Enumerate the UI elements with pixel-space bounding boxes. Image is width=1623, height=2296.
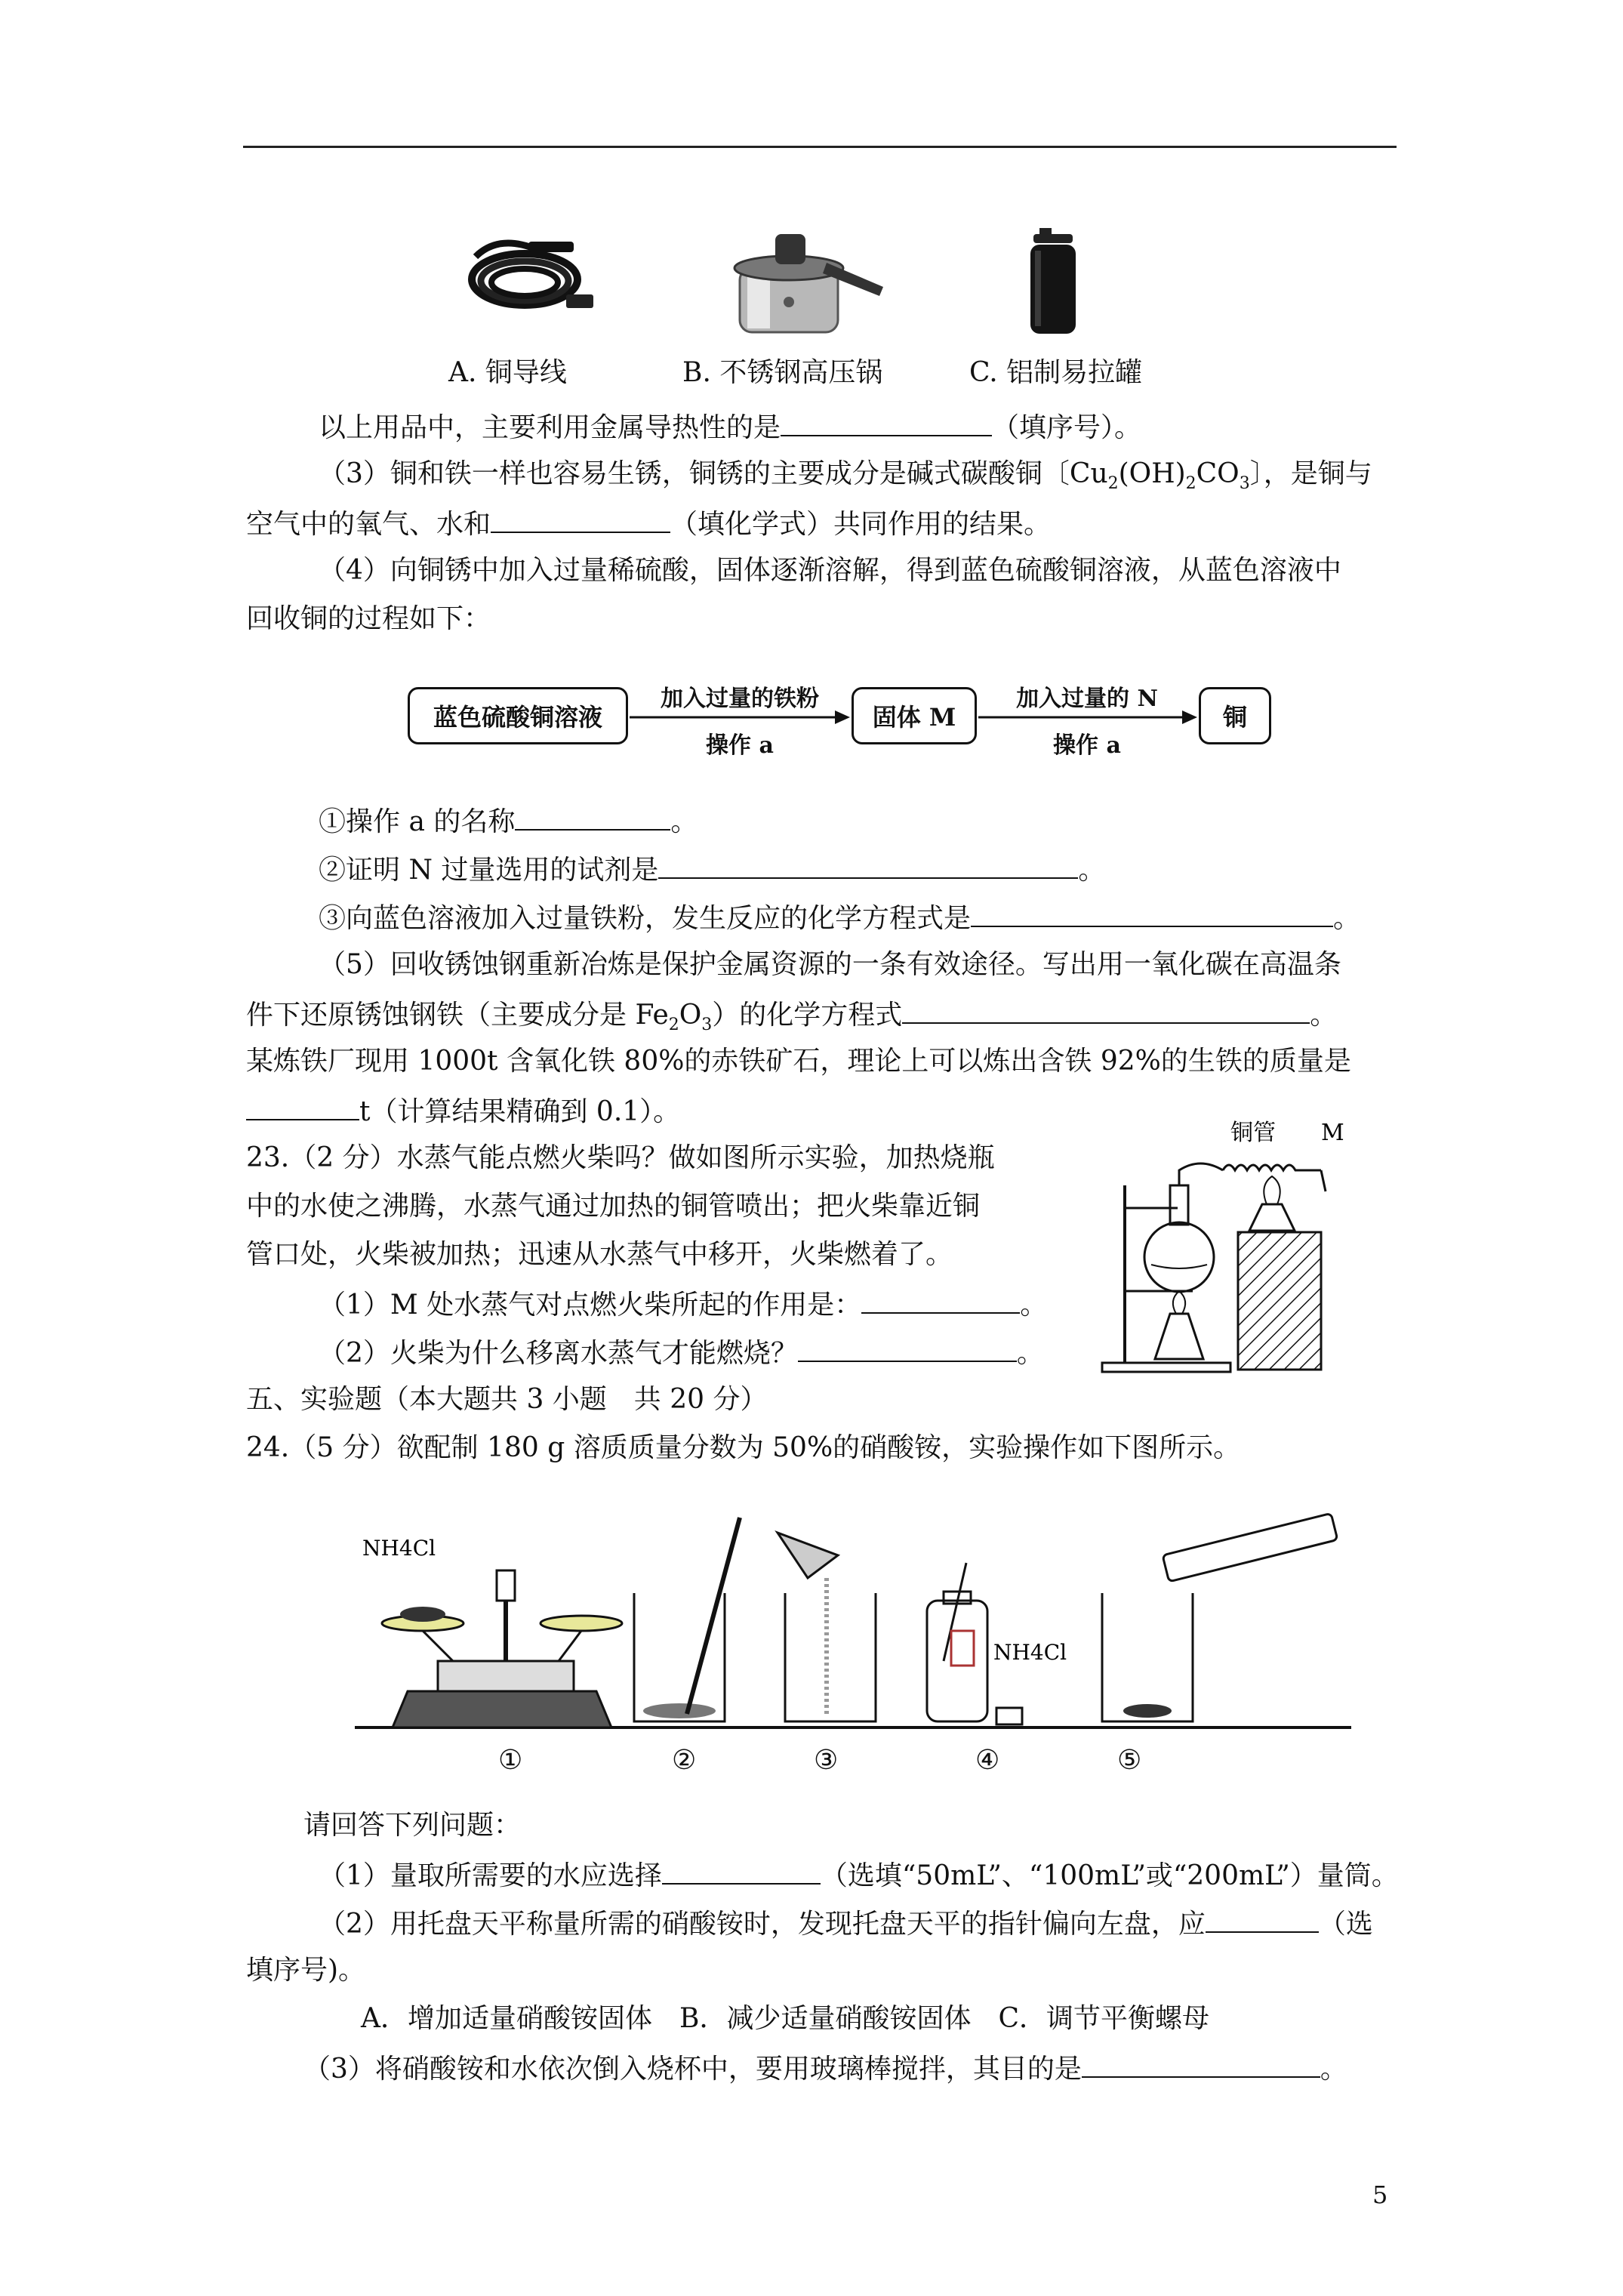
- answer-blank[interactable]: [971, 900, 1333, 927]
- q22-part5-line1: （5）回收锈蚀钢重新冶炼是保护金属资源的一条有效途径。写出用一氧化碳在高温条: [319, 949, 1341, 980]
- q22-part4-line2: 回收铜的过程如下：: [246, 603, 491, 634]
- q22-part3-line2: 空气中的氧气、水和 （填化学式）共同作用的结果。: [246, 506, 1051, 541]
- q24-intro: 24.（5 分）欲配制 180 g 溶质质量分数为 50%的硝酸铵，实验操作如下图所示。: [246, 1432, 1241, 1463]
- q23-sub1: （1）M 处水蒸气对点燃火柴所起的作用是： 。: [319, 1287, 1047, 1322]
- flow-box-solid-m: 固体 M: [852, 687, 977, 744]
- product-c-label: C. 铝制易拉罐: [969, 357, 1143, 388]
- answer-blank[interactable]: [246, 1093, 359, 1120]
- q22-part5-line3: 某炼铁厂现用 1000t 含氧化铁 80%的赤铁矿石，理论上可以炼出含铁 92%的生铁的质量是: [246, 1046, 1351, 1077]
- q23-line2: 中的水使之沸腾，水蒸气通过加热的铜管喷出；把火柴靠近铜: [246, 1191, 981, 1222]
- flow-box-solution: 蓝色硫酸铜溶液: [408, 687, 628, 744]
- q24-sub2-line1: （2）用托盘天平称量所需的硝酸铵时，发现托盘天平的指针偏向左盘，应 （选: [319, 1906, 1373, 1941]
- solution-prep-figure: [355, 1510, 1381, 1752]
- q22-part5-line2: 件下还原锈蚀钢铁（主要成分是 $Fe_2O_3$）的化学方程式 。: [246, 997, 1337, 1032]
- q24-sub3: （3）将硝酸铵和水依次倒入烧杯中，要用玻璃棒搅拌，其目的是 。: [303, 2051, 1347, 2086]
- step-label-3: ③: [814, 1745, 839, 1776]
- product-a-label: A. 铜导线: [448, 357, 567, 388]
- q23-line1: 23.（2 分）水蒸气能点燃火柴吗？做如图所示实验，加热烧瓶: [246, 1142, 995, 1173]
- answer-blank[interactable]: [902, 997, 1310, 1024]
- q24-prompt: 请回答下列问题：: [303, 1810, 522, 1841]
- step-label-5: ⑤: [1117, 1745, 1142, 1776]
- q24-options: A．增加适量硝酸铵固体 B．减少适量硝酸铵固体 C．调节平衡螺母: [361, 2003, 1209, 2034]
- figure-label-nh4cl-jar: NH4Cl: [993, 1640, 1067, 1665]
- q22-part4-line1: （4）向铜锈中加入过量稀硫酸，固体逐渐溶解，得到蓝色硫酸铜溶液，从蓝色溶液中: [319, 555, 1341, 586]
- q22-conductivity-question: 以上用品中，主要利用金属导热性的是 （填序号）。: [319, 409, 1141, 445]
- q22-part5-line4: t（计算结果精确到 0.1）。: [246, 1093, 680, 1129]
- answer-blank[interactable]: [662, 1857, 821, 1885]
- flow-box-copper: 铜: [1199, 687, 1271, 744]
- flow-arrow2-top-label: 加入过量的 N: [1016, 686, 1158, 712]
- steam-apparatus-figure: [1095, 1110, 1366, 1382]
- flow-arrow1-bottom-label: 操作 a: [706, 732, 774, 759]
- answer-blank[interactable]: [798, 1335, 1017, 1362]
- q22-sub1: ①操作 a 的名称 。: [319, 803, 698, 839]
- step-label-1: ①: [498, 1745, 523, 1776]
- section-5-heading: 五、实验题（本大题共 3 小题 共 20 分）: [246, 1384, 768, 1415]
- step-label-4: ④: [975, 1745, 1000, 1776]
- q23-line3: 管口处，火柴被加热；迅速从水蒸气中移开，火柴燃着了。: [246, 1239, 953, 1270]
- figure-label-m: M: [1321, 1120, 1344, 1146]
- flow-arrow2-bottom-label: 操作 a: [1053, 732, 1121, 759]
- product-b-label: B. 不锈钢高压锅: [682, 357, 883, 388]
- answer-blank[interactable]: [861, 1287, 1020, 1314]
- flow-arrow1-top-label: 加入过量的铁粉: [661, 686, 819, 712]
- q24-sub2-line2: 填序号)。: [246, 1955, 366, 1986]
- answer-blank[interactable]: [1206, 1906, 1319, 1933]
- balance-step-1: [382, 1570, 622, 1727]
- q22-sub2: ②证明 N 过量选用的试剂是 。: [319, 852, 1105, 887]
- q24-sub1: （1）量取所需要的水应选择 （选填“50mL”、“100mL”或“200mL”）量筒。: [319, 1857, 1399, 1893]
- q22-sub3: ③向蓝色溶液加入过量铁粉，发生反应的化学方程式是 。: [319, 900, 1360, 935]
- q23-sub2: （2）火柴为什么移离水蒸气才能燃烧？ 。: [319, 1335, 1044, 1370]
- answer-blank[interactable]: [658, 852, 1078, 879]
- figure-label-copper-tube: 铜管: [1230, 1120, 1276, 1146]
- answer-blank[interactable]: [515, 803, 670, 831]
- answer-blank[interactable]: [1082, 2051, 1320, 2078]
- page-number: 5: [1372, 2180, 1388, 2209]
- step-label-2: ②: [672, 1745, 697, 1776]
- figure-label-nh4cl-top: NH4Cl: [362, 1536, 436, 1561]
- q22-part3-line1: （3）铜和铁一样也容易生锈，铜锈的主要成分是碱式碳酸铜〔$Cu_2(OH)_2CO_3$〕，是铜与: [319, 458, 1372, 494]
